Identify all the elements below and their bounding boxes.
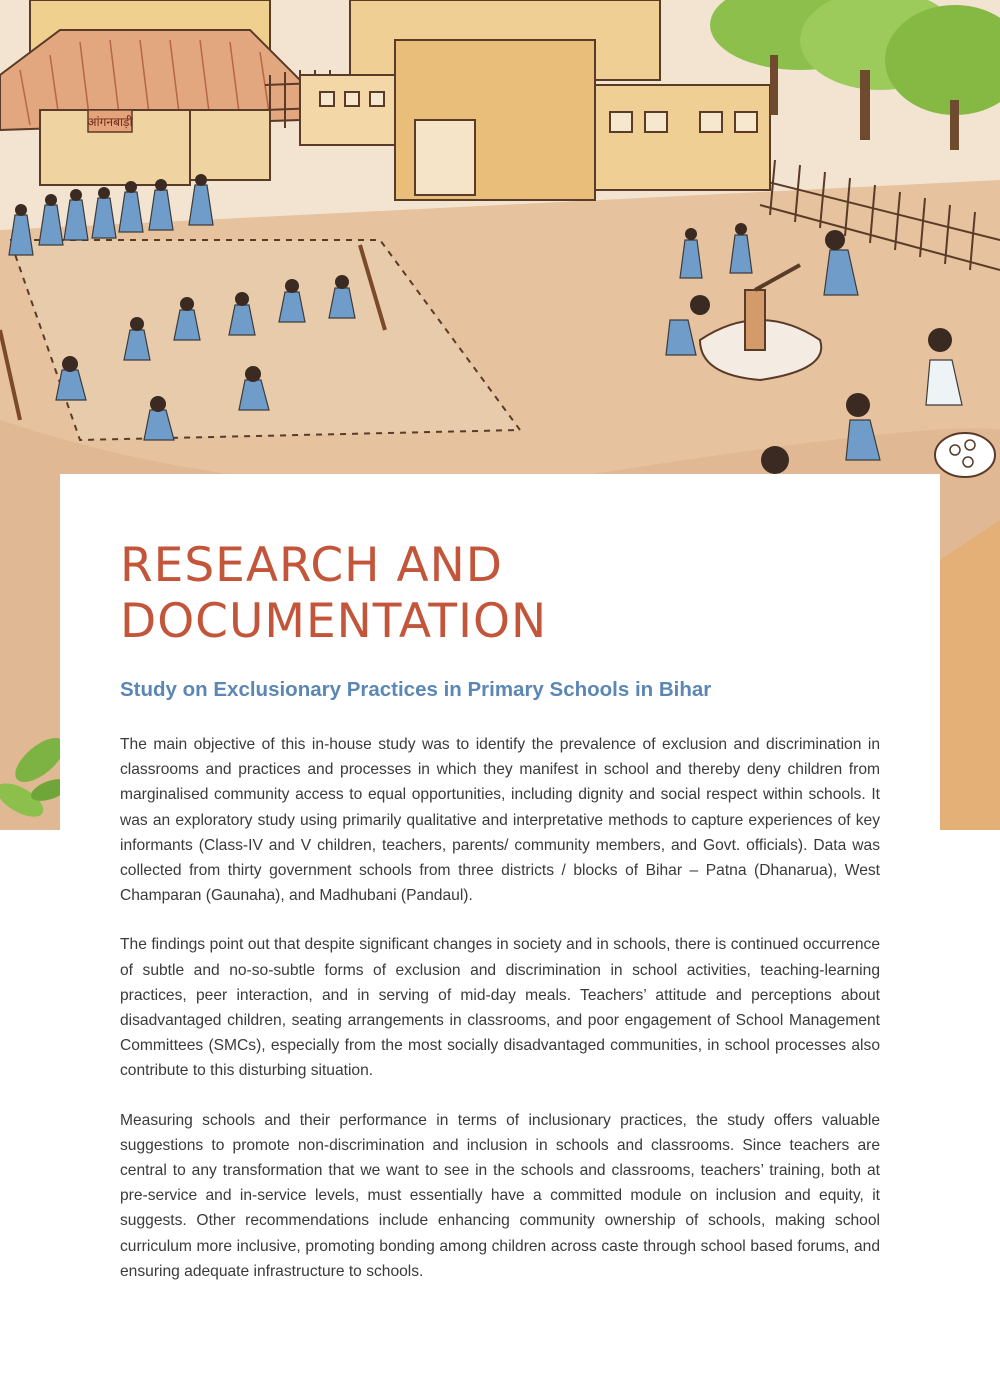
page-title-line-1: RESEARCH AND bbox=[120, 538, 503, 593]
content-card bbox=[60, 474, 940, 1391]
page-title bbox=[120, 538, 547, 650]
paragraph-objective: The main objective of this in-house study was to identify the prevalence of exclusion and discrimination in classrooms and practices and processes in which they manifest in school and thereby deny children from marginalised community access to equal opportunities, including dignity and social respect within schools. It was an exploratory study using primarily qualitative and interpretative methods to capture experiences of key informants (Class-IV and V children, teachers, parents/ community members, and Govt. officials). Data was collected from thirty government schools from three districts / blocks of Bihar – Patna (Dhanarua), West Champaran (Gaunaha), and Madhubani (Pandaul). bbox=[120, 736, 880, 905]
section-subtitle: Study on Exclusionary Practices in Primary Schools in Bihar bbox=[120, 678, 712, 701]
paragraph-findings: The findings point out that despite significant changes in society and in schools, there is continued occurrence of subtle and no-so-subtle forms of exclusion and discrimination in school activities, teaching-learning practices, peer interaction, and in serving of mid-day meals. Teachers’ attitude and perceptions about disadvantaged children, seating arrangements in classrooms, and poor engagement of School Management Committees (SMCs), especially from the most socially disadvantaged communities, in school processes also contribute to this disturbing situation. bbox=[120, 936, 880, 1080]
paragraph-recommendations: Measuring schools and their performance in terms of inclusionary practices, the study offers valuable suggestions to promote non-discrimination and inclusion in schools and classrooms. Since teachers are central to any transformation that we want to see in the schools and classrooms, teachers’ training, both at pre-service and in-service levels, must essentially have a committed module on inclusion and equity, it suggests. Other recommendations include enhancing community ownership of schools, making school curriculum more inclusive, promoting bonding among children across caste through school based forums, and ensuring adequate infrastructure to schools. bbox=[120, 1111, 880, 1280]
anganwadi-building bbox=[0, 0, 300, 185]
page-title-line-2: DOCUMENTATION bbox=[120, 594, 548, 649]
body-text bbox=[120, 732, 880, 1308]
anganwadi-sign: आंगनबाड़ी bbox=[87, 115, 133, 129]
